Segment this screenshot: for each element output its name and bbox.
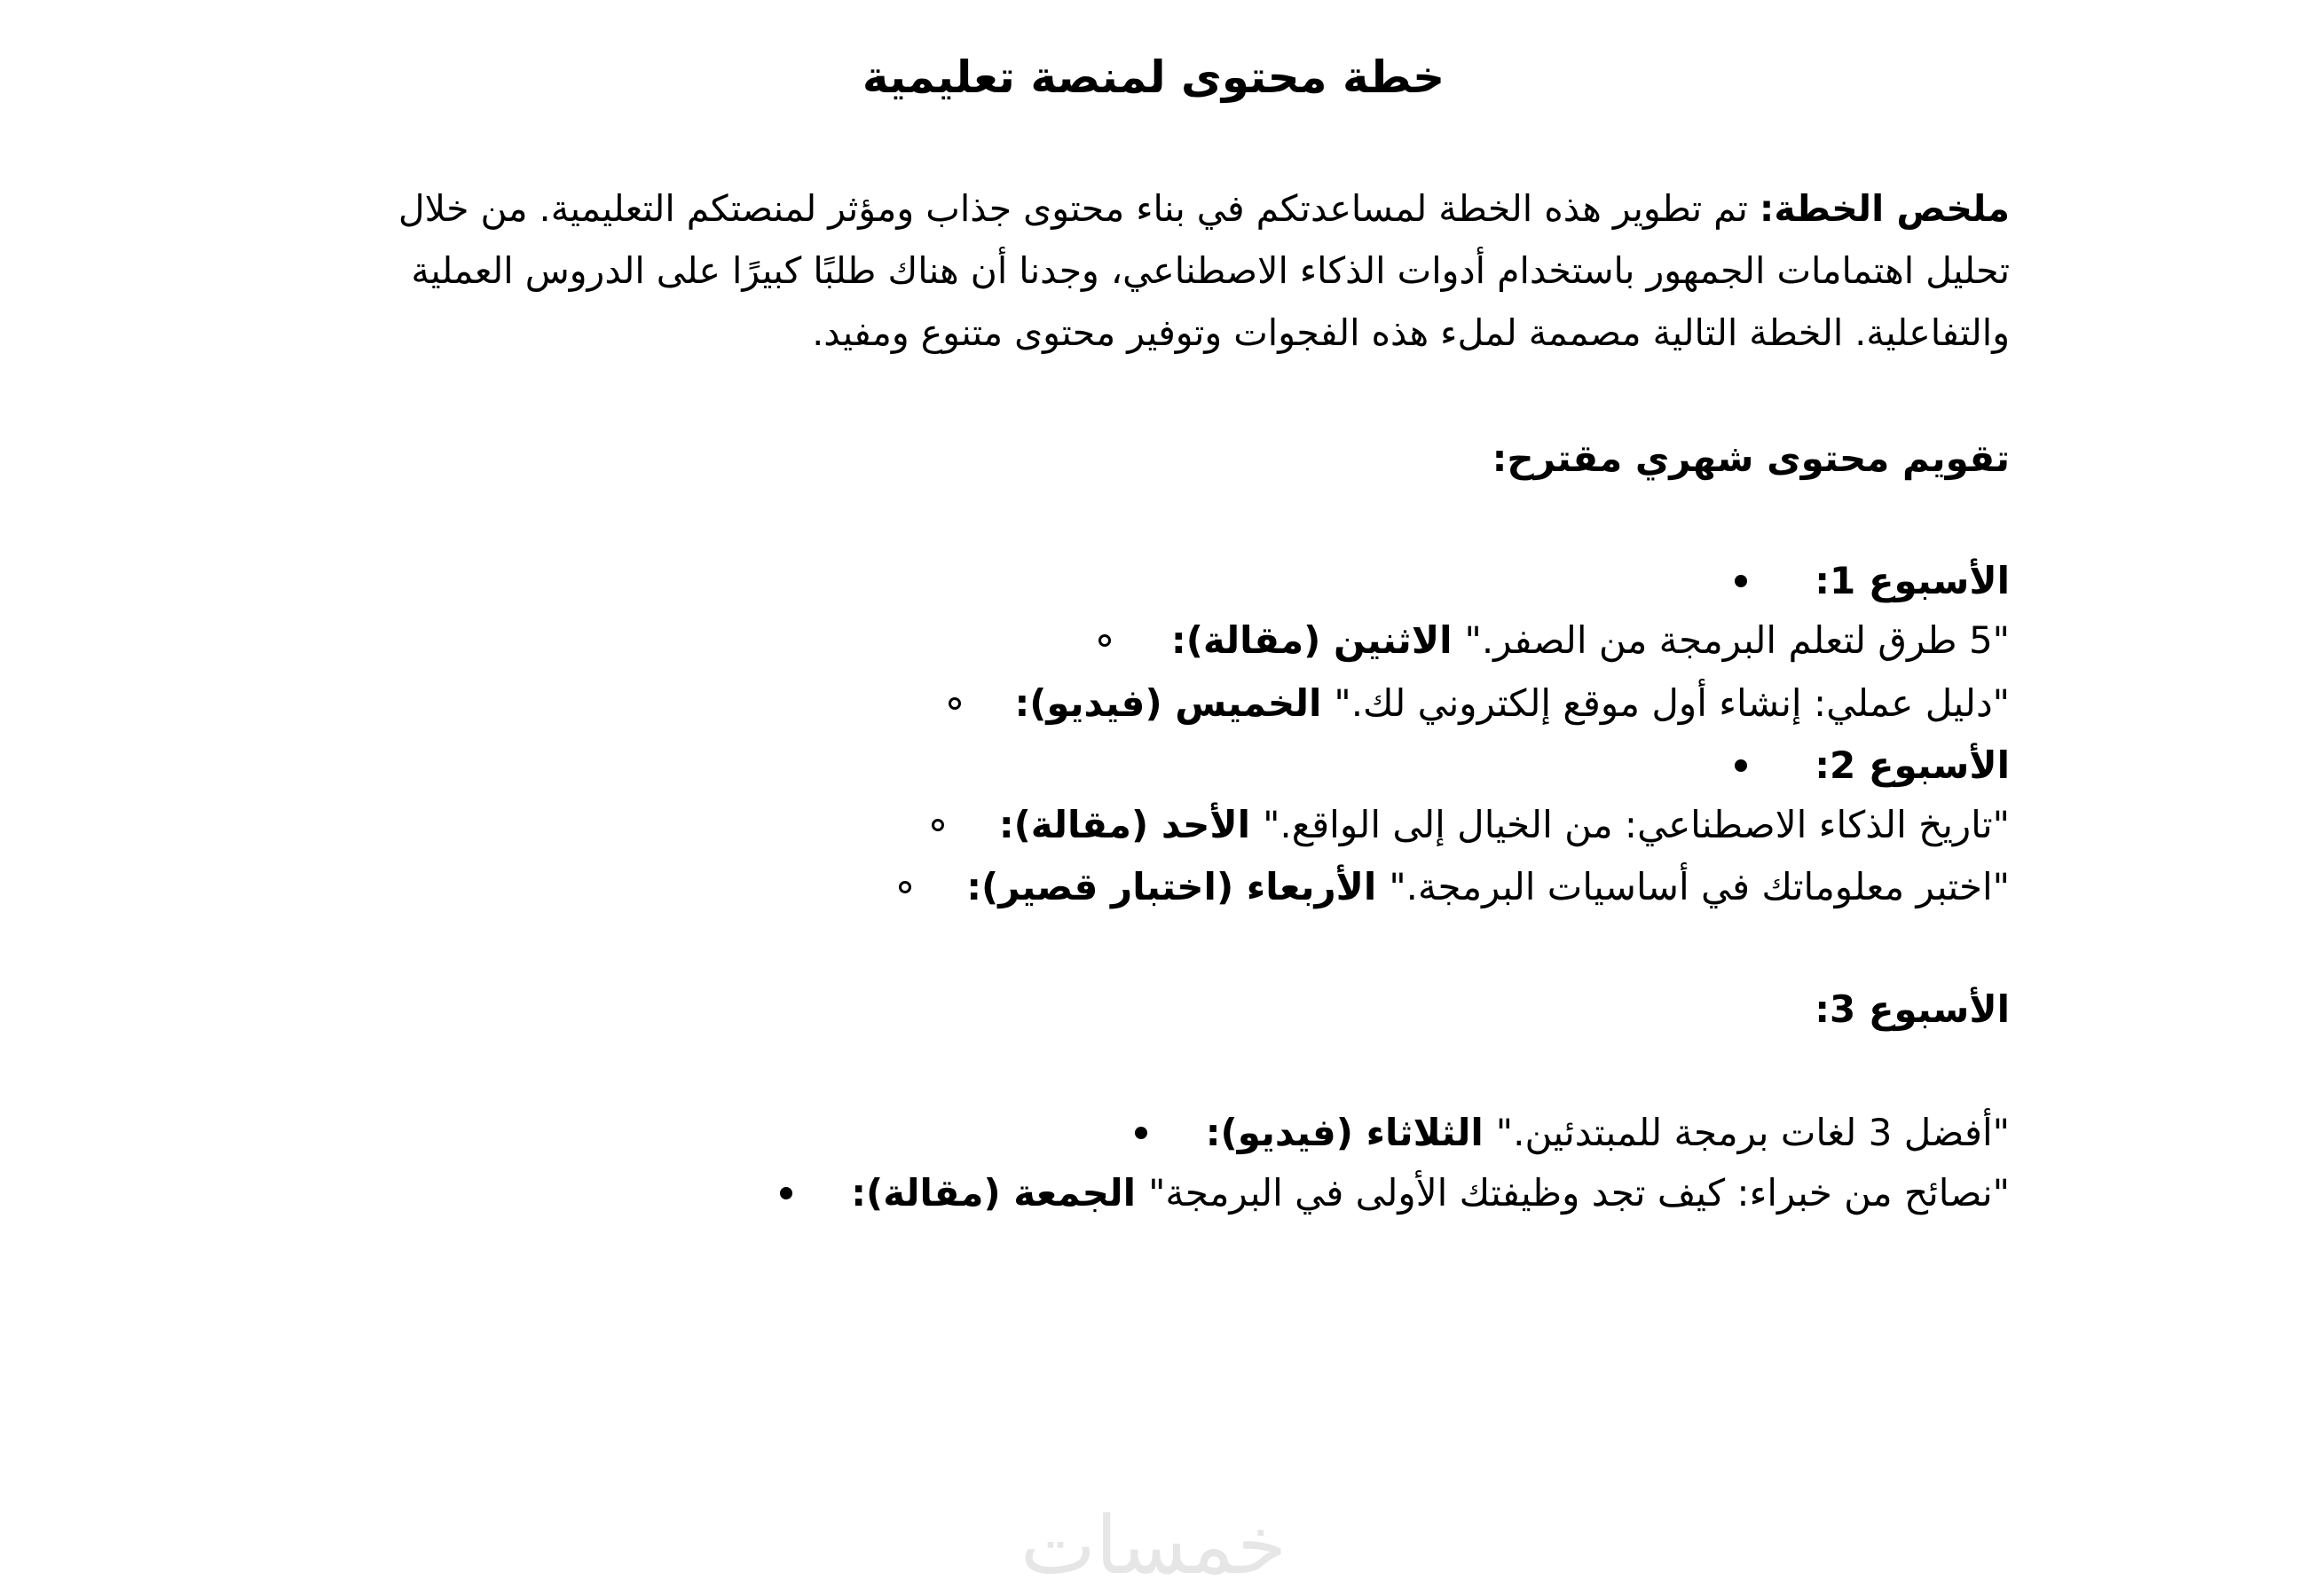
week-1-label-row <box>1735 559 2010 602</box>
item-day: الأربعاء (اختبار قصير): <box>966 865 1377 908</box>
week-3-label-row <box>1815 987 2010 1031</box>
summary-line-2: تحليل اهتمامات الجمهور باستخدام أدوات الذكاء الاصطناعي، وجدنا أن هناك طلبًا كبيرًا على الدروس العملية <box>411 249 2010 292</box>
week-2-item-1 <box>932 803 2010 846</box>
week-label: الأسبوع 1: <box>1815 559 2010 602</box>
week-3-item-1 <box>1135 1111 2010 1154</box>
summary-line-3: والتفاعلية. الخطة التالية مصممة لملء هذه الفجوات وتوفير محتوى متنوع ومفيد. <box>812 311 2010 354</box>
bullet-disc-icon <box>780 1187 792 1199</box>
item-text: "اختبر معلوماتك في أساسيات البرمجة." <box>1389 865 2010 908</box>
week-3-item-2 <box>780 1171 2010 1215</box>
document-title: خطة محتوى لمنصة تعليمية <box>862 51 1445 103</box>
bullet-circle-icon <box>899 881 911 893</box>
item-day: الأحد (مقالة): <box>998 803 1251 846</box>
item-day: الاثنين (مقالة): <box>1170 618 1453 662</box>
bullet-disc-icon <box>1735 575 1747 587</box>
bullet-disc-icon <box>1735 759 1747 772</box>
summary-text-1: تم تطوير هذه الخطة لمساعدتكم في بناء محتوى جذاب ومؤثر لمنصتكم التعليمية. من خلال <box>398 187 1748 230</box>
item-text: "تاريخ الذكاء الاصطناعي: من الخيال إلى الواقع." <box>1263 803 2010 846</box>
item-text: "أفضل 3 لغات برمجة للمبتدئين." <box>1495 1111 2010 1154</box>
summary-label: ملخص الخطة: <box>1759 187 2010 230</box>
item-text: "5 طرق لتعلم البرمجة من الصفر." <box>1464 618 2010 662</box>
week-2-item-2 <box>899 865 2010 908</box>
summary-line-1 <box>195 177 2010 240</box>
item-day: الجمعة (مقالة): <box>851 1171 1137 1215</box>
bullet-circle-icon <box>949 697 961 710</box>
week-2-label-row <box>1735 743 2010 787</box>
bullet-disc-icon <box>1135 1127 1147 1139</box>
week-1-item-2 <box>949 681 2010 725</box>
item-text: "دليل عملي: إنشاء أول موقع إلكتروني لك." <box>1334 681 2010 725</box>
item-day: الثلاثاء (فيديو): <box>1205 1111 1484 1154</box>
bullet-circle-icon <box>1098 634 1111 647</box>
bullet-circle-icon <box>932 819 944 831</box>
watermark-logo: خمسات <box>1020 1499 1287 1592</box>
summary-paragraph <box>195 177 2010 364</box>
week-label: الأسبوع 3: <box>1815 987 2010 1031</box>
calendar-heading: تقويم محتوى شهري مقترح: <box>1492 436 2010 480</box>
item-day: الخميس (فيديو): <box>1014 681 1322 725</box>
item-text: "نصائح من خبراء: كيف تجد وظيفتك الأولى في البرمجة" <box>1148 1171 2010 1215</box>
week-1-item-1 <box>1098 618 2010 662</box>
week-label: الأسبوع 2: <box>1815 743 2010 787</box>
